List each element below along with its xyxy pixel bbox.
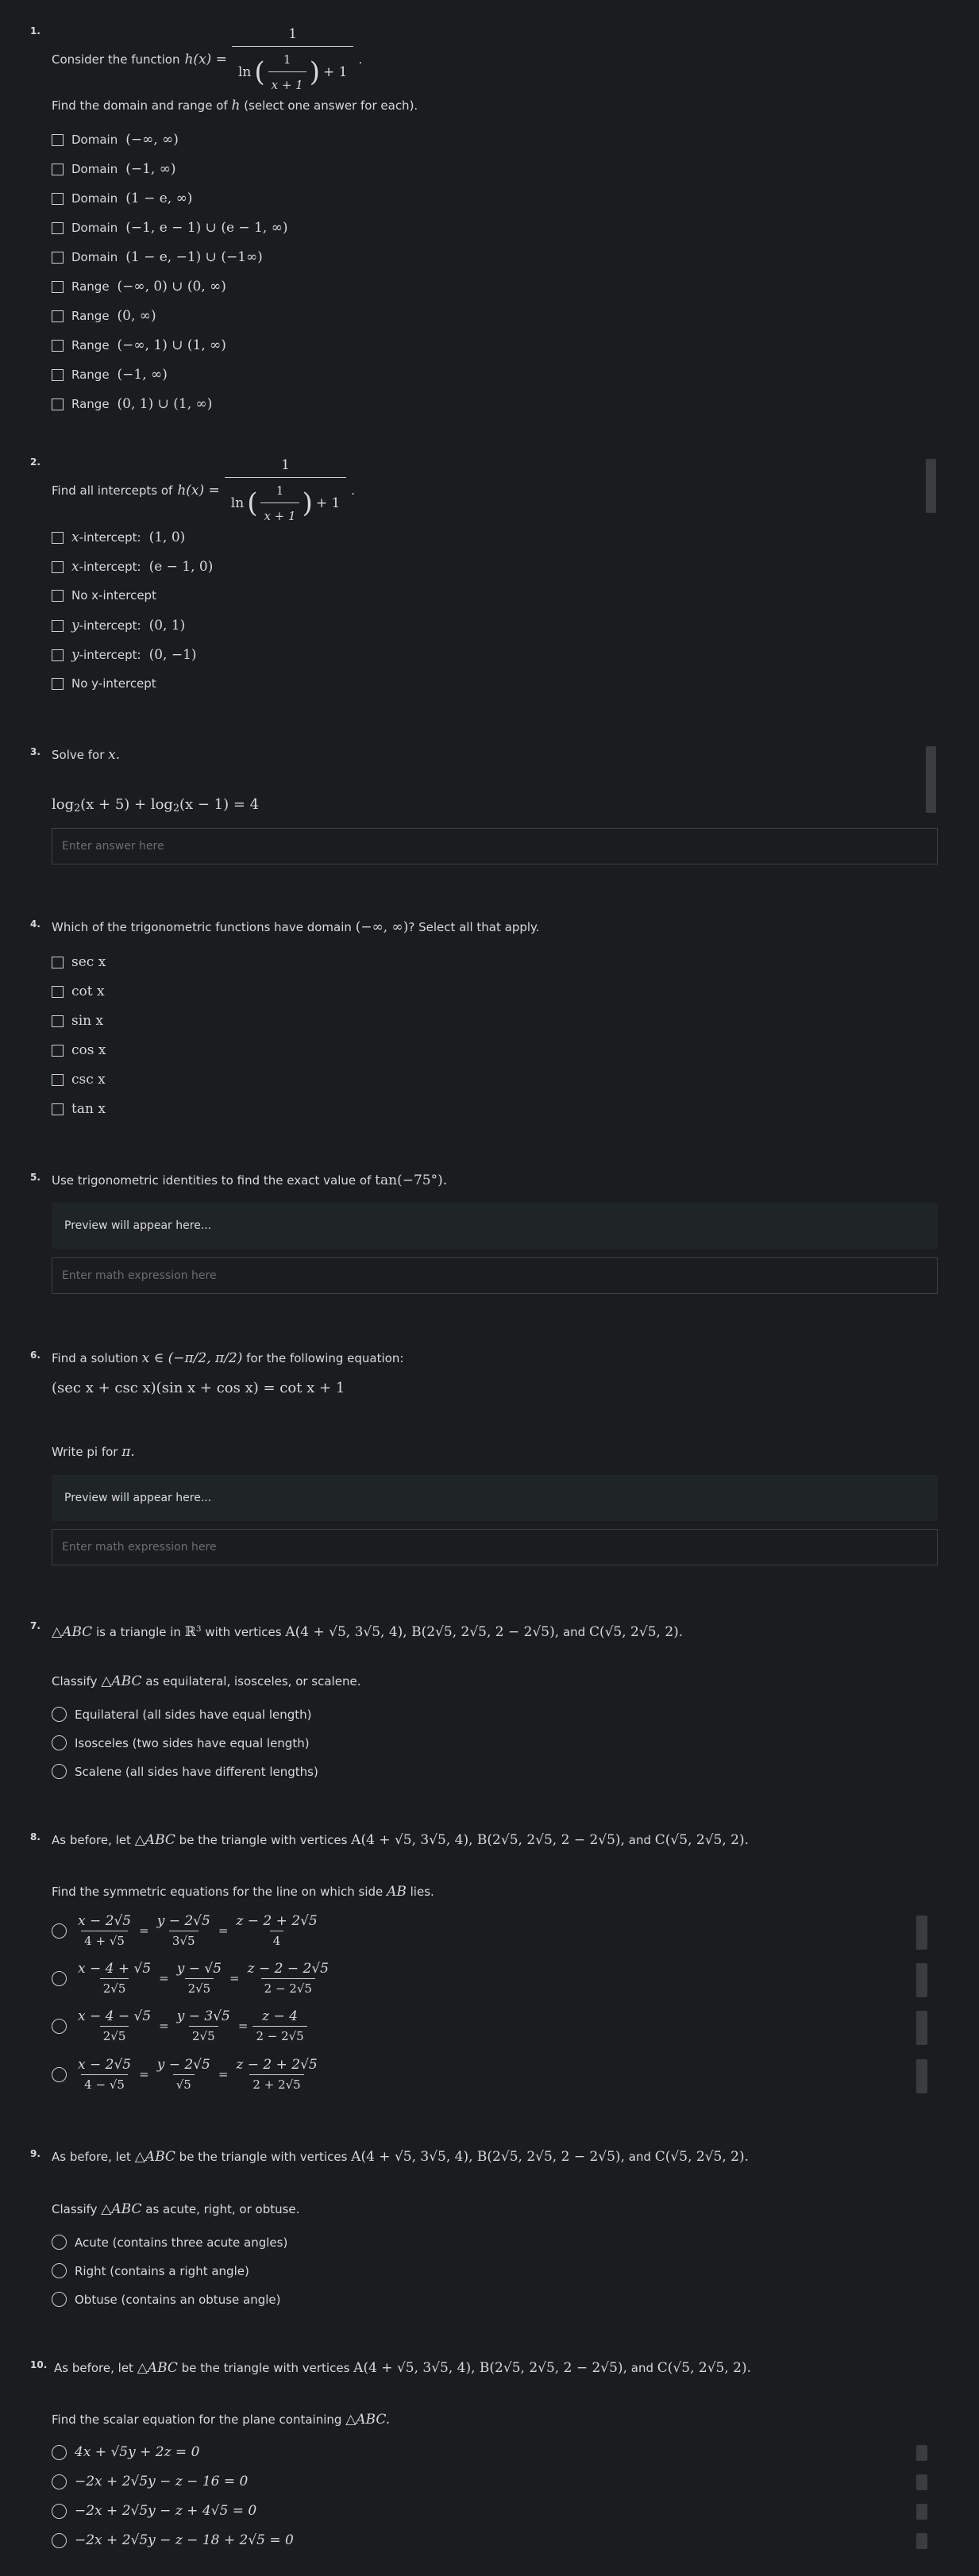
radio-button[interactable]: [52, 2235, 67, 2250]
q8-option[interactable]: $\frac{x - 4 - √5}{2√5}$ = $\frac{y - 3√5}{2√5}$ = $\frac{z - 4}{2 - 2√5}$: [52, 2008, 307, 2043]
question-8: 8. As before, let △ABC be the triangle with vertices A(4 + √5, 3√5, 4), B(2√5, 2√5, 2 − 2√5), and C(√5, 2√5, 2).: [30, 1831, 750, 1848]
q2-option[interactable]: y -intercept: (0, −1): [52, 647, 197, 663]
q8-option[interactable]: $\frac{x - 2√5}{4 - √5}$ = $\frac{y - 2√5}{√5}$ = $\frac{z - 2 + 2√5}{2 + 2√5}$: [52, 2057, 321, 2092]
checkbox[interactable]: [52, 222, 64, 234]
radio-button[interactable]: [52, 2263, 67, 2278]
scroll-marker: [916, 1916, 927, 1950]
checkbox[interactable]: [52, 678, 64, 690]
q4-option[interactable]: sec x: [52, 954, 106, 970]
q4-option[interactable]: csc x: [52, 1072, 106, 1088]
checkbox[interactable]: [52, 164, 64, 175]
q4-option[interactable]: tan x: [52, 1101, 106, 1117]
radio-button[interactable]: [52, 2445, 67, 2460]
checkbox[interactable]: [52, 532, 64, 544]
q1-prompt: Find the domain and range of h (select one answer for each).: [52, 98, 418, 114]
scroll-marker: [916, 2474, 927, 2490]
checkbox[interactable]: [52, 1103, 64, 1115]
checkbox[interactable]: [52, 1074, 64, 1086]
q1-option[interactable]: Domain (−∞, ∞): [52, 132, 179, 148]
checkbox[interactable]: [52, 620, 64, 632]
q6-equation: (sec x + csc x)(sin x + cos x) = cot x + 1: [52, 1380, 345, 1396]
q9-prompt: Classify △ABC as acute, right, or obtuse.: [52, 2201, 300, 2217]
radio-button[interactable]: [52, 1971, 67, 1986]
checkbox[interactable]: [52, 590, 64, 602]
radio-button[interactable]: [52, 2474, 67, 2489]
q4-option[interactable]: cos x: [52, 1042, 106, 1058]
scroll-marker: [916, 2059, 927, 2093]
scroll-marker: [916, 2504, 927, 2520]
question-number: 8.: [30, 1831, 40, 1842]
checkbox[interactable]: [52, 134, 64, 146]
math-input[interactable]: Enter math expression here: [52, 1257, 938, 1294]
q1-option[interactable]: Range (−∞, 1) ∪ (1, ∞): [52, 337, 226, 353]
q1-option[interactable]: Domain (1 − e, −1) ∪ (−1∞): [52, 249, 263, 265]
q7-prompt: Classify △ABC as equilateral, isosceles, or scalene.: [52, 1673, 361, 1689]
question-number: 9.: [30, 2148, 40, 2159]
q10-prompt: Find the scalar equation for the plane containing △ABC.: [52, 2412, 391, 2428]
q2-option[interactable]: No y-intercept: [52, 676, 156, 691]
question-4: 4. Which of the trigonometric functions have domain (−∞, ∞)? Select all that apply.: [30, 918, 540, 935]
q9-option[interactable]: Acute (contains three acute angles): [52, 2235, 287, 2250]
q2-option[interactable]: No x-intercept: [52, 588, 156, 603]
q8-option[interactable]: $\frac{x - 2√5}{4 + √5}$ = $\frac{y - 2√5}{3√5}$ = $\frac{z - 2 + 2√5}{4}$: [52, 1913, 321, 1948]
question-number: 10.: [30, 2359, 48, 2370]
checkbox[interactable]: [52, 1015, 64, 1027]
checkbox[interactable]: [52, 957, 64, 968]
question-10: 10. As before, let △ABC be the triangle with vertices A(4 + √5, 3√5, 4), B(2√5, 2√5, 2 − 2√5), and C(√5, 2√5, 2).: [30, 2359, 752, 2376]
q8-prompt: Find the symmetric equations for the line on which side AB lies.: [52, 1884, 434, 1900]
question-9: 9. As before, let △ABC be the triangle with vertices A(4 + √5, 3√5, 4), B(2√5, 2√5, 2 − 2√5), and C(√5, 2√5, 2).: [30, 2148, 750, 2165]
q1-option[interactable]: Range (0, 1) ∪ (1, ∞): [52, 396, 212, 412]
scroll-marker: [916, 1963, 927, 1997]
q3-equation: $\log_2(x + 5) + \log_2(x - 1) = 4$: [52, 796, 260, 814]
question-6: 6. Find a solution x ∈ (−π/2, π/2) for the following equation:: [30, 1350, 404, 1366]
checkbox[interactable]: [52, 281, 64, 293]
q10-option[interactable]: −2x + 2√5y − z − 16 = 0: [52, 2474, 248, 2489]
checkbox[interactable]: [52, 649, 64, 661]
q8-option[interactable]: $\frac{x - 4 + √5}{2√5}$ = $\frac{y - √5}{2√5}$ = $\frac{z - 2 - 2√5}{2 - 2√5}$: [52, 1961, 332, 1996]
scroll-marker: [916, 2445, 927, 2461]
question-3: 3. Solve for x.: [30, 746, 121, 763]
question-number: 2.: [30, 456, 40, 468]
question-number: 7.: [30, 1620, 40, 1631]
checkbox[interactable]: [52, 986, 64, 998]
question-7: 7. △ABC is a triangle in ℝ$^3$ with vertices A(4 + √5, 3√5, 4), B(2√5, 2√5, 2 − 2√5), and C(√5, 2√5, 2).: [30, 1620, 684, 1640]
q1-option[interactable]: Domain (1 − e, ∞): [52, 191, 192, 206]
question-intro: Consider the function: [52, 52, 180, 67]
question-number: 4.: [30, 918, 40, 930]
radio-button[interactable]: [52, 1764, 67, 1779]
radio-button[interactable]: [52, 2292, 67, 2307]
scroll-marker: [926, 459, 936, 513]
q2-option[interactable]: x -intercept: (e − 1, 0): [52, 559, 213, 575]
function-fraction: 1 ln ( $\frac{1}{x + 1}$ ) + 1: [232, 24, 354, 95]
q9-option[interactable]: Obtuse (contains an obtuse angle): [52, 2292, 280, 2307]
question-number: 1.: [30, 25, 40, 37]
q7-option[interactable]: Scalene (all sides have different lengths): [52, 1764, 318, 1779]
answer-input[interactable]: Enter answer here: [52, 828, 938, 864]
scroll-marker: [916, 2011, 927, 2045]
function-name: h(x) =: [184, 52, 227, 67]
radio-button[interactable]: [52, 1707, 67, 1722]
radio-button[interactable]: [52, 2019, 67, 2034]
radio-button[interactable]: [52, 1923, 67, 1939]
q4-option[interactable]: cot x: [52, 984, 105, 999]
question-number: 5.: [30, 1172, 40, 1183]
radio-button[interactable]: [52, 2067, 67, 2082]
q1-option[interactable]: Domain (−1, ∞): [52, 161, 176, 177]
radio-button[interactable]: [52, 2533, 67, 2548]
radio-button[interactable]: [52, 2504, 67, 2519]
question-5: 5. Use trigonometric identities to find the exact value of tan(−75°).: [30, 1172, 448, 1188]
checkbox[interactable]: [52, 340, 64, 352]
checkbox[interactable]: [52, 252, 64, 264]
checkbox[interactable]: [52, 369, 64, 381]
question-number: 6.: [30, 1350, 40, 1361]
checkbox[interactable]: [52, 561, 64, 573]
q10-option[interactable]: −2x + 2√5y − z + 4√5 = 0: [52, 2503, 256, 2519]
checkbox[interactable]: [52, 399, 64, 410]
checkbox[interactable]: [52, 193, 64, 205]
question-2: 2. Find all intercepts of h(x) = 1 ln ( $\frac{1}{x + 1}$ ) + 1 .: [30, 455, 939, 526]
scroll-marker: [916, 2533, 927, 2549]
q7-option[interactable]: Isosceles (two sides have equal length): [52, 1735, 310, 1750]
math-preview: Preview will appear here...: [52, 1203, 938, 1249]
question-number: 3.: [30, 746, 40, 757]
q2-option[interactable]: x -intercept: (1, 0): [52, 529, 185, 545]
q1-option[interactable]: Range (−1, ∞): [52, 367, 168, 383]
checkbox[interactable]: [52, 310, 64, 322]
q9-option[interactable]: Right (contains a right angle): [52, 2263, 249, 2278]
q6-note: Write pi for π.: [52, 1444, 135, 1460]
function-fraction: 1 ln ( $\frac{1}{x + 1}$ ) + 1: [225, 455, 347, 526]
q4-option[interactable]: sin x: [52, 1013, 103, 1029]
radio-button[interactable]: [52, 1735, 67, 1750]
question-1: 1. Consider the function h(x) = 1 ln ( $\frac{1}{x + 1}$ ) + 1 .: [30, 24, 939, 95]
q10-option[interactable]: −2x + 2√5y − z − 18 + 2√5 = 0: [52, 2532, 294, 2548]
checkbox[interactable]: [52, 1045, 64, 1057]
q1-option[interactable]: Range (0, ∞): [52, 308, 156, 324]
q10-option[interactable]: 4x + √5y + 2z = 0: [52, 2444, 199, 2460]
q1-option[interactable]: Domain (−1, e − 1) ∪ (e − 1, ∞): [52, 220, 288, 236]
q1-option[interactable]: Range (−∞, 0) ∪ (0, ∞): [52, 279, 226, 295]
q7-option[interactable]: Equilateral (all sides have equal length): [52, 1707, 312, 1722]
math-input[interactable]: Enter math expression here: [52, 1529, 938, 1565]
math-preview: Preview will appear here...: [52, 1475, 938, 1521]
q2-option[interactable]: y -intercept: (0, 1): [52, 618, 185, 633]
